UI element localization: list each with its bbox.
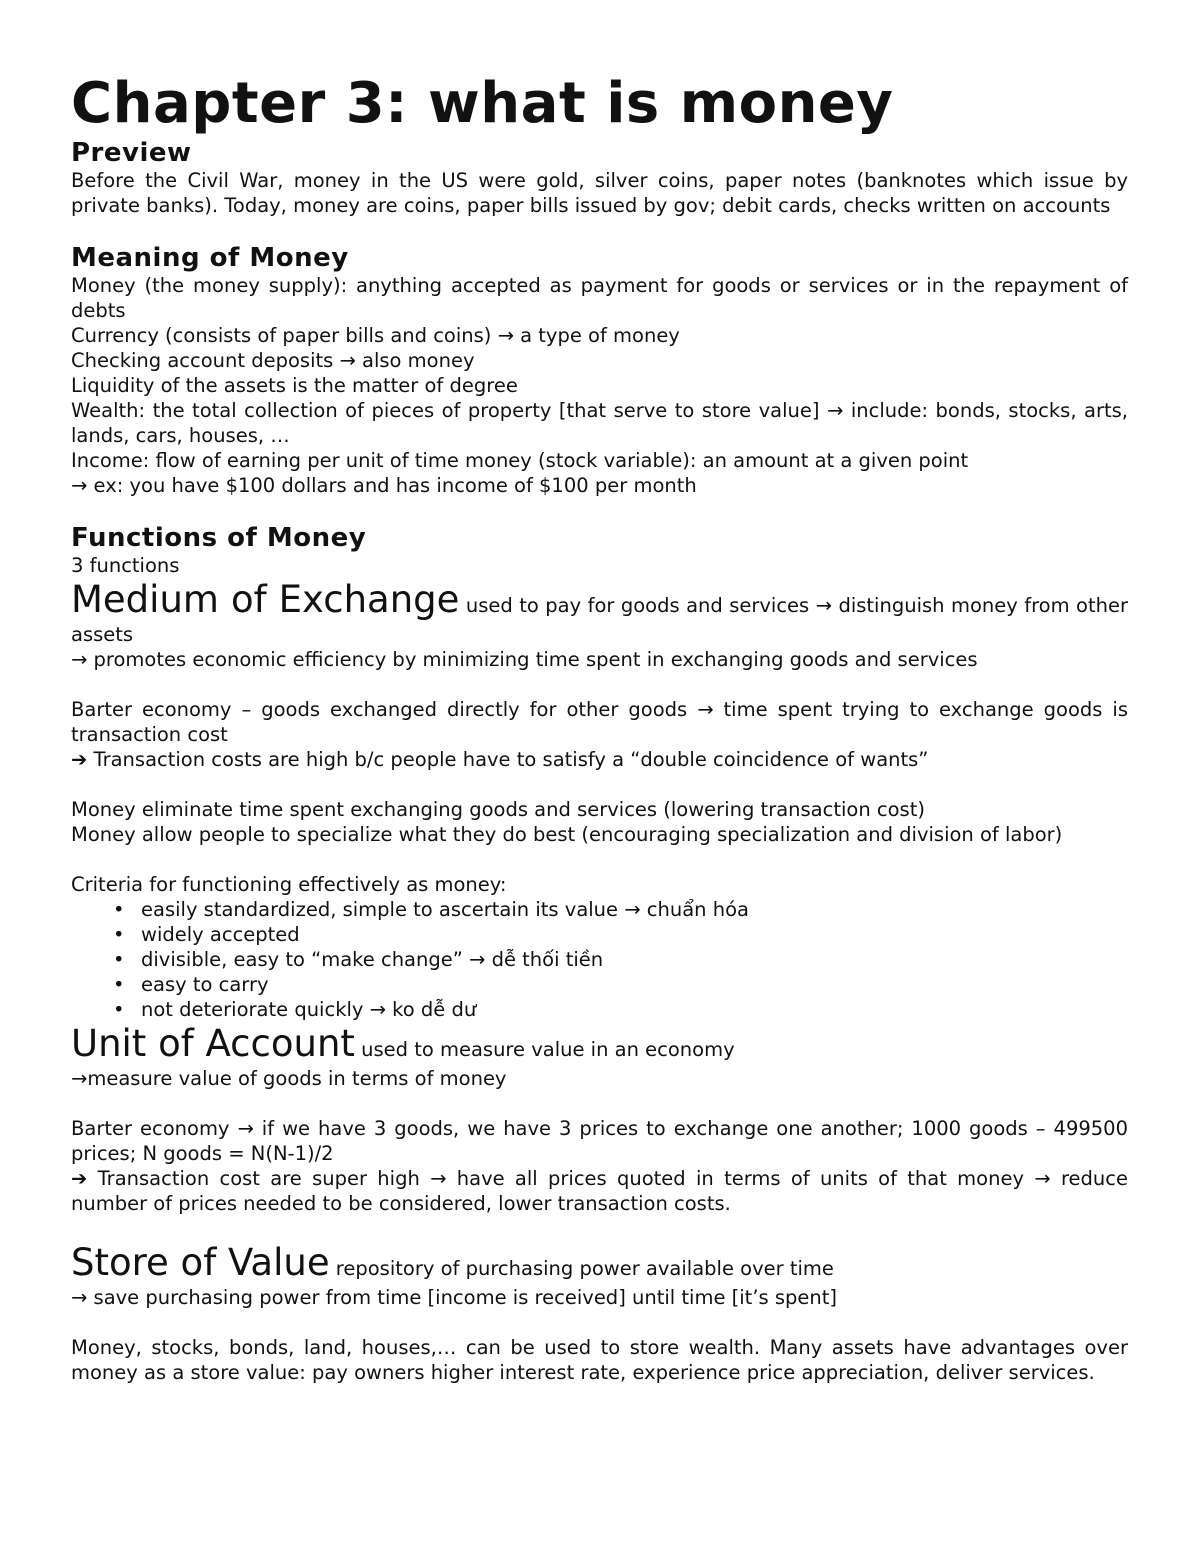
medium-barter-arrow: ➔ Transaction costs are high b/c people have to satisfy a “double coincidence of wants” bbox=[71, 748, 929, 771]
unit-barter: Barter economy → if we have 3 goods, we have 3 prices to exchange one another; 1000 goods – 499500 prices; N goods = N(N-1)/2 bbox=[71, 1117, 1128, 1165]
store-line: → save purchasing power from time [income is received] until time [it’s spent] bbox=[71, 1286, 838, 1309]
medium-line: → promotes economic efficiency by minimizing time spent in exchanging goods and services bbox=[71, 648, 978, 671]
meaning-line: Money (the money supply): anything accepted as payment for goods or services or in the repayment of debts bbox=[71, 274, 1128, 322]
store-of-value-lead: repository of purchasing power available over time bbox=[329, 1257, 834, 1280]
criteria-list bbox=[71, 897, 1128, 1022]
medium-eliminate: Money eliminate time spent exchanging goods and services (lowering transaction cost) bbox=[71, 798, 925, 821]
medium-of-exchange-lead: used to pay for goods and services → distinguish money from other assets bbox=[71, 594, 1129, 646]
unit-line: →measure value of goods in terms of money bbox=[71, 1067, 507, 1090]
meaning-line: Income: flow of earning per unit of time money (stock variable): an amount at a given point bbox=[71, 449, 969, 472]
meaning-line: Currency (consists of paper bills and coins) → a type of money bbox=[71, 324, 680, 347]
meaning-line: Liquidity of the assets is the matter of degree bbox=[71, 374, 518, 397]
preview-text: Before the Civil War, money in the US were gold, silver coins, paper notes (banknotes which issue by private banks). Today, money are coins, paper bills issued by gov; debit cards, checks written on accounts bbox=[71, 169, 1128, 217]
list-item: • easily standardized, simple to ascertain its value → chuẩn hóa bbox=[71, 897, 1128, 922]
medium-of-exchange-heading: Medium of Exchange bbox=[71, 578, 460, 621]
medium-barter: Barter economy – goods exchanged directly for other goods → time spent trying to exchange goods is transaction cost bbox=[71, 698, 1128, 746]
list-item: • widely accepted bbox=[71, 922, 1128, 947]
list-item: • not deteriorate quickly → ko dễ dư bbox=[71, 997, 1128, 1022]
list-item: • easy to carry bbox=[71, 972, 1128, 997]
store-of-value-paragraph bbox=[71, 1241, 1128, 1285]
list-item: • divisible, easy to “make change” → dễ thối tiền bbox=[71, 947, 1128, 972]
meaning-heading: Meaning of Money bbox=[71, 243, 349, 273]
page-title: Chapter 3: what is money bbox=[71, 71, 894, 136]
unit-of-account-paragraph bbox=[71, 1022, 1128, 1066]
unit-of-account-heading: Unit of Account bbox=[71, 1022, 355, 1065]
document-page bbox=[71, 70, 1128, 1385]
store-of-value-heading: Store of Value bbox=[71, 1241, 330, 1284]
criteria-intro: Criteria for functioning effectively as money: bbox=[71, 873, 507, 896]
preview-heading: Preview bbox=[71, 138, 192, 168]
functions-heading: Functions of Money bbox=[71, 523, 367, 553]
unit-arrow: ➔ Transaction cost are super high → have all prices quoted in terms of units of that money → reduce number of prices needed to be considered, lower transaction costs. bbox=[71, 1167, 1128, 1215]
medium-of-exchange-paragraph bbox=[71, 578, 1128, 647]
meaning-line: Checking account deposits → also money bbox=[71, 349, 475, 372]
functions-count: 3 functions bbox=[71, 554, 180, 577]
medium-allow: Money allow people to specialize what they do best (encouraging specialization and division of labor) bbox=[71, 823, 1063, 846]
meaning-line: → ex: you have $100 dollars and has income of $100 per month bbox=[71, 474, 697, 497]
store-paragraph: Money, stocks, bonds, land, houses,… can be used to store wealth. Many assets have advantages over money as a store value: pay owners higher interest rate, experience price appreciation, deliver services. bbox=[71, 1336, 1128, 1384]
meaning-line: Wealth: the total collection of pieces of property [that serve to store value] → include: bonds, stocks, arts, lands, cars, houses, … bbox=[71, 399, 1128, 447]
unit-of-account-lead: used to measure value in an economy bbox=[354, 1038, 735, 1061]
